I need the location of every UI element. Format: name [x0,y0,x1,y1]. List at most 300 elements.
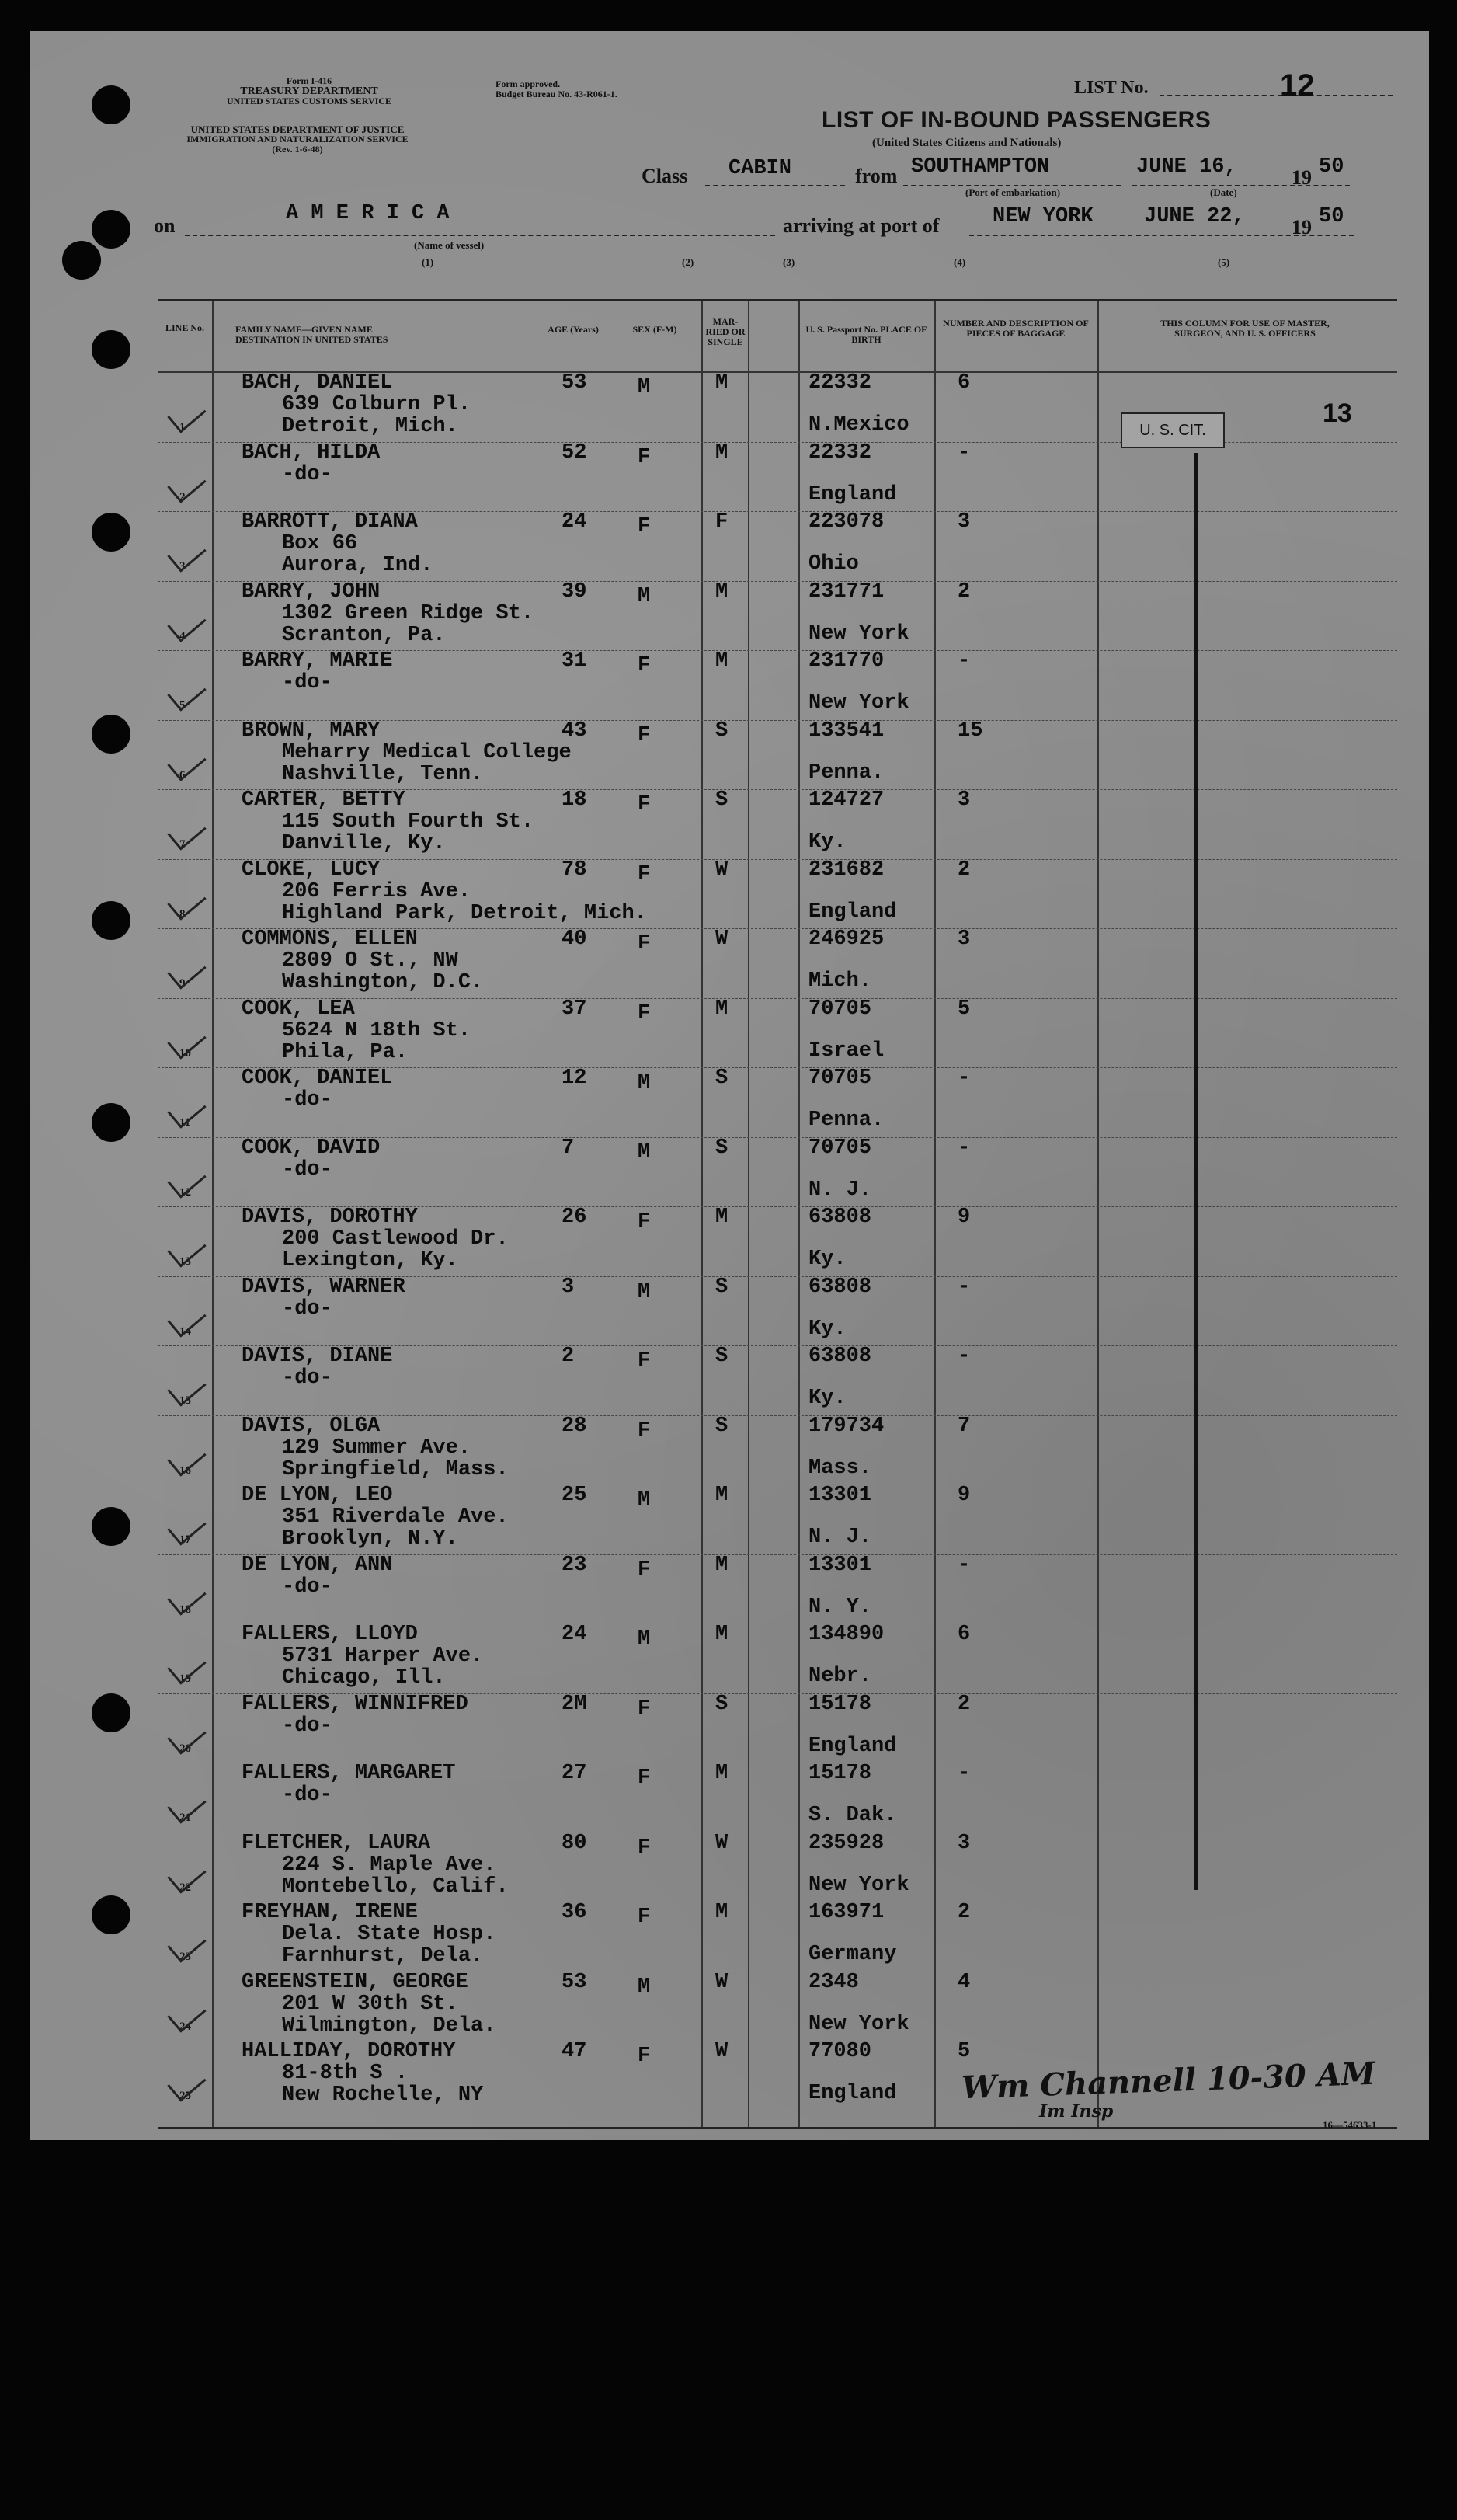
address-line-1: 129 Summer Ave. [282,1436,471,1460]
marital-status: M [715,1623,728,1646]
table-row [158,721,1397,791]
passenger-name: DE LYON, LEO [242,1484,393,1507]
table-row [158,1138,1397,1208]
table-row [158,929,1397,999]
checkmark-icon [167,1161,206,1198]
us-citizen-stamp: U. S. CIT. [1121,412,1225,448]
age-value: 3 [562,1275,575,1299]
address-line-1: 639 Colburn Pl. [282,393,471,416]
sex-value: F [638,1349,651,1373]
passenger-table [158,299,1397,2129]
line-number: 9 [179,977,186,990]
table-row [158,860,1397,930]
line-number: 12 [179,1185,191,1199]
passenger-name: BARRY, MARIE [242,649,393,673]
checkmark-icon [167,1022,206,1059]
address-line-1: 2809 O St., NW [282,949,458,973]
checkmark-icon [167,882,206,920]
vessel-caption: (Name of vessel) [414,239,485,251]
sex-value: F [638,515,651,538]
class-value: CABIN [728,157,792,180]
passport-number: 22332 [808,371,872,395]
sex-value: F [638,445,651,469]
binder-hole [92,85,130,124]
place-of-birth: England [808,2082,897,2105]
checkmark-icon [167,1925,206,1962]
sex-value: F [638,1210,651,1234]
place-of-birth: Ky. [808,1248,847,1271]
passenger-name: BACH, HILDA [242,440,381,465]
agency-ins: IMMIGRATION AND NATURALIZATION SERVICE [186,134,409,144]
officer-count: 13 [1323,399,1352,428]
table-row [158,651,1397,721]
passenger-name: DAVIS, DOROTHY [242,1206,418,1229]
age-value: 80 [562,1831,587,1855]
table-row [158,1763,1397,1833]
place-of-birth: New York [808,2012,909,2036]
justice-block [150,124,445,155]
sex-value: M [638,1627,651,1651]
baggage-count: 3 [958,788,971,812]
checkmark-icon [167,1369,206,1406]
address-line-1: 206 Ferris Ave. [282,879,471,903]
place-of-birth: Ky. [808,1317,847,1341]
baggage-count: - [958,1762,971,1785]
address-line-2: New Rochelle, NY [282,2083,484,2107]
age-value: 53 [562,371,587,395]
place-of-birth: New York [808,1873,909,1897]
address-line-2: Springfield, Mass. [282,1457,509,1481]
marital-status: W [715,928,728,951]
line-number: 11 [179,1116,191,1129]
baggage-count: 9 [958,1484,971,1507]
agency-justice: UNITED STATES DEPARTMENT OF JUSTICE [190,124,405,135]
table-row [158,1346,1397,1416]
header-sex: SEX (F-M) [632,324,677,335]
address-line-2: Detroit, Mich. [282,415,458,438]
port-rule [969,235,1132,236]
line-number: 13 [179,1255,191,1268]
year-prefix-1: 19 [1292,166,1312,189]
passport-number: 179734 [808,1414,885,1438]
binder-hole [92,715,130,754]
line-number: 10 [179,1046,191,1060]
age-value: 2 [562,1345,575,1368]
place-of-birth: Mass. [808,1456,872,1480]
sex-value: F [638,1697,651,1721]
marital-status: M [715,371,728,395]
header-passport: U. S. Passport No. PLACE OF BIRTH [805,324,927,345]
baggage-count: - [958,1136,971,1160]
age-value: 27 [562,1762,587,1785]
approval-block [496,79,674,99]
checkmark-icon [167,1300,206,1337]
baggage-count: 2 [958,1901,971,1924]
marital-status: F [715,510,728,534]
baggage-count: - [958,440,971,465]
address-line-1: Box 66 [282,532,358,555]
checkmark-icon [167,395,206,433]
passenger-name: COOK, DAVID [242,1136,381,1160]
line-number: 8 [179,907,186,921]
form-approved: Form approved. [496,78,561,89]
checkmark-icon [167,1230,206,1267]
age-value: 36 [562,1901,587,1924]
age-value: 39 [562,580,587,604]
age-value: 47 [562,2040,587,2063]
checkmark-icon [167,465,206,503]
inspector-signature: Wm Channell 10-30 AM [961,2055,1376,2107]
address-line-1: 1302 Green Ridge St. [282,601,534,625]
form-revision: (Rev. 1-6-48) [272,144,323,155]
passenger-name: COMMONS, ELLEN [242,928,418,951]
passport-number: 63808 [808,1345,872,1368]
class-rule [705,185,845,186]
baggage-count: 5 [958,2040,971,2063]
table-row [158,790,1397,860]
form-number: Form I-416 [286,75,332,86]
on-label: on [154,214,176,237]
passport-number: 231682 [808,858,885,882]
place-of-birth: N. Y. [808,1595,872,1619]
passport-number: 134890 [808,1623,885,1646]
header-officers: THIS COLUMN FOR USE OF MASTER, SURGEON, AND U. S. OFFICERS [1160,318,1330,339]
address-line-1: -do- [282,671,332,694]
baggage-count: 3 [958,928,971,951]
checkmark-icon [167,952,206,989]
marital-status: S [715,1692,728,1716]
address-line-1: 81-8th S . [282,2062,409,2085]
line-number: 20 [179,1742,191,1755]
checkmark-icon [167,1717,206,1754]
line-number: 14 [179,1324,191,1338]
from-label: from [855,165,898,187]
marital-status: M [715,1553,728,1577]
marital-status: M [715,1901,728,1924]
address-line-1: 115 South Fourth St. [282,810,534,834]
address-line-2: Farnhurst, Dela. [282,1944,484,1968]
address-line-1: Dela. State Hosp. [282,1923,496,1946]
line-number: 19 [179,1672,191,1685]
passport-number: 15178 [808,1692,872,1716]
place-of-birth: England [808,1734,897,1758]
binder-hole [92,330,130,369]
address-line-2: Highland Park, Detroit, Mich. [282,901,647,925]
list-no-rule [1160,95,1393,96]
date-caption-1: (Date) [1210,186,1237,198]
address-line-1: -do- [282,1297,332,1321]
address-line-1: 5624 N 18th St. [282,1018,471,1042]
passport-number: 231770 [808,649,885,673]
place-of-birth: N.Mexico [808,413,909,437]
passport-number: 15178 [808,1762,872,1785]
binder-hole [92,1895,130,1934]
form-title: LIST OF IN-BOUND PASSENGERS [822,107,1212,133]
header-age: AGE (Years) [548,324,599,335]
place-of-birth: Germany [808,1943,897,1966]
checkmark-icon [167,674,206,711]
sex-value: F [638,862,651,886]
address-line-1: 351 Riverdale Ave. [282,1505,509,1529]
sex-value: F [638,1001,651,1025]
treasury-block [208,76,410,106]
passenger-name: FALLERS, MARGARET [242,1762,456,1785]
passport-number: 133541 [808,719,885,743]
address-line-1: -do- [282,1366,332,1390]
passenger-name: COOK, LEA [242,997,355,1021]
passenger-name: FALLERS, LLOYD [242,1623,418,1646]
passenger-name: FREYHAN, IRENE [242,1901,418,1924]
baggage-count: 15 [958,719,983,743]
address-line-1: -do- [282,1157,332,1182]
checkmark-icon [167,1647,206,1684]
marital-status: M [715,649,728,673]
age-value: 52 [562,440,587,465]
line-number: 3 [179,560,186,573]
checkmark-icon [167,1856,206,1893]
table-row [158,1207,1397,1277]
baggage-count: 7 [958,1414,971,1438]
baggage-count: 2 [958,580,971,604]
col-num-1: (1) [422,256,434,268]
table-row [158,512,1397,582]
checkmark-icon [167,534,206,572]
passenger-name: DAVIS, OLGA [242,1414,381,1438]
passport-number: 124727 [808,788,885,812]
marital-status: S [715,1136,728,1160]
table-row [158,582,1397,652]
address-line-2: Nashville, Tenn. [282,762,484,786]
address-line-2: Danville, Ky. [282,832,446,855]
header-name: FAMILY NAME—GIVEN NAME DESTINATION IN UNITED STATES [235,324,388,345]
line-number: 5 [179,699,186,712]
binder-hole [92,1103,130,1142]
marital-status: S [715,719,728,743]
port-embarkation: SOUTHAMPTON [911,155,1050,179]
age-value: 26 [562,1206,587,1229]
checkmark-icon [167,1091,206,1128]
date-rule [1132,185,1350,186]
list-no-label: LIST No. [1074,78,1149,98]
age-value: 2M [562,1692,587,1716]
place-of-birth: New York [808,691,909,715]
place-of-birth: Ohio [808,552,859,576]
marital-status: S [715,1067,728,1090]
baggage-count: 6 [958,1623,971,1646]
age-value: 28 [562,1414,587,1438]
sex-value: M [638,1140,651,1164]
passenger-name: DAVIS, DIANE [242,1345,393,1368]
marital-status: M [715,997,728,1021]
place-of-birth: England [808,482,897,506]
address-line-1: 201 W 30th St. [282,1992,458,2016]
address-line-2: Lexington, Ky. [282,1249,458,1272]
line-number: 21 [179,1812,191,1824]
sex-value: F [638,1766,651,1790]
address-line-2: Wilmington, Dela. [282,2014,496,2038]
line-number: 17 [179,1533,191,1546]
col-num-5: (5) [1218,256,1230,268]
age-value: 12 [562,1067,587,1090]
header-married: MAR-RIED OR SINGLE [705,316,746,347]
agency-treasury: TREASURY DEPARTMENT [240,85,378,97]
sex-value: M [638,584,651,608]
table-row [158,999,1397,1069]
line-number: 6 [179,768,186,781]
marital-status: S [715,1275,728,1299]
passport-number: 77080 [808,2040,872,2063]
place-of-birth: Nebr. [808,1665,872,1688]
arrival-year: 50 [1319,205,1344,228]
address-line-2: Chicago, Ill. [282,1666,446,1690]
passenger-name: BARROTT, DIANA [242,510,418,534]
address-line-2: Phila, Pa. [282,1040,409,1064]
checkmark-icon [167,1508,206,1545]
passenger-name: FLETCHER, LAURA [242,1831,431,1855]
passenger-name: BACH, DANIEL [242,371,393,395]
line-number: 22 [179,1881,191,1894]
sex-value: M [638,1071,651,1095]
manifest-sheet [30,31,1429,2140]
checkmark-icon [167,1995,206,2032]
col-num-4: (4) [954,256,966,268]
place-of-birth: S. Dak. [808,1804,897,1827]
passenger-name: CARTER, BETTY [242,788,405,812]
col-num-2: (2) [682,256,694,268]
line-number: 24 [179,2020,191,2033]
address-line-1: Meharry Medical College [282,740,572,764]
passport-number: 70705 [808,1136,872,1160]
baggage-count: - [958,649,971,673]
age-value: 78 [562,858,587,882]
marital-status: W [715,1970,728,1994]
vessel-name: A M E R I C A [286,202,450,225]
passenger-name: DE LYON, ANN [242,1553,393,1577]
marital-status: S [715,1414,728,1438]
marital-status: W [715,858,728,882]
marital-status: W [715,2040,728,2063]
address-line-2: Brooklyn, N.Y. [282,1527,458,1551]
age-value: 18 [562,788,587,812]
sex-value: M [638,1488,651,1512]
header-line-no: LINE No. [165,322,204,333]
binder-hole [92,1693,130,1732]
embark-year: 50 [1319,155,1344,179]
sex-value: F [638,1836,651,1860]
arrival-date-rule [1136,235,1354,236]
age-value: 7 [562,1136,575,1160]
marital-status: M [715,1484,728,1507]
passport-number: 63808 [808,1206,872,1229]
passport-number: 13301 [808,1553,872,1577]
checkmark-icon [167,604,206,642]
sex-value: F [638,2045,651,2068]
sex-value: F [638,932,651,955]
table-row [158,1833,1397,1903]
header-baggage: NUMBER AND DESCRIPTION OF PIECES OF BAGGAGE [943,318,1089,339]
officer-bracket-line [1194,453,1198,1890]
baggage-count: 2 [958,1692,971,1716]
binder-hole [92,1507,130,1546]
line-number: 18 [179,1603,191,1616]
place-of-birth: N. J. [808,1178,872,1202]
table-row [158,1068,1397,1138]
baggage-count: - [958,1553,971,1577]
age-value: 24 [562,510,587,534]
table-row [158,1485,1397,1555]
binder-hole [92,210,130,249]
passport-number: 231771 [808,580,885,604]
marital-status: M [715,440,728,465]
checkmark-icon [167,2064,206,2101]
vessel-rule [185,235,775,236]
baggage-count: 3 [958,1831,971,1855]
age-value: 53 [562,1970,587,1994]
line-number: 25 [179,2090,191,2102]
sex-value: M [638,376,651,399]
line-number: 16 [179,1464,191,1477]
age-value: 25 [562,1484,587,1507]
passenger-name: GREENSTEIN, GEORGE [242,1970,468,1994]
marital-status: M [715,1762,728,1785]
baggage-count: - [958,1345,971,1368]
sex-value: F [638,1906,651,1929]
address-line-2: Montebello, Calif. [282,1874,509,1899]
sex-value: F [638,1418,651,1443]
place-of-birth: England [808,900,897,924]
passport-number: 235928 [808,1831,885,1855]
table-row [158,1416,1397,1486]
passport-number: 13301 [808,1484,872,1507]
baggage-count: 3 [958,510,971,534]
footer-code: 16—54633-1 [1323,2119,1377,2131]
address-line-1: -do- [282,1784,332,1807]
binder-hole [92,901,130,940]
budget-bureau: Budget Bureau No. 43-R061-1. [496,89,617,99]
checkmark-icon [167,743,206,781]
checkmark-icon [167,1786,206,1823]
marital-status: S [715,788,728,812]
sex-value: F [638,654,651,677]
embark-date: JUNE 16, [1136,155,1237,179]
sex-value: F [638,1558,651,1582]
inspector-title: Im Insp [1039,2101,1114,2121]
arrival-port: NEW YORK [993,205,1094,228]
binder-hole [62,241,101,280]
passenger-name: CLOKE, LUCY [242,858,381,882]
arrival-date: JUNE 22, [1144,205,1245,228]
checkmark-icon [167,1578,206,1615]
marital-status: W [715,1831,728,1855]
address-line-1: 224 S. Maple Ave. [282,1853,496,1877]
passenger-name: HALLIDAY, DOROTHY [242,2040,456,2063]
passport-number: 163971 [808,1901,885,1924]
address-line-1: -do- [282,1088,332,1112]
passenger-name: COOK, DANIEL [242,1067,393,1090]
table-row [158,1555,1397,1625]
class-label: Class [642,165,688,187]
line-number: 15 [179,1394,191,1407]
place-of-birth: Ky. [808,1387,847,1410]
sex-value: M [638,1975,651,1999]
place-of-birth: Mich. [808,969,872,993]
passenger-name: BROWN, MARY [242,719,381,743]
list-number: 12 [1280,68,1315,103]
address-line-2: Aurora, Ind. [282,554,433,577]
passport-number: 246925 [808,928,885,951]
baggage-count: - [958,1275,971,1299]
address-line-1: -do- [282,1575,332,1599]
